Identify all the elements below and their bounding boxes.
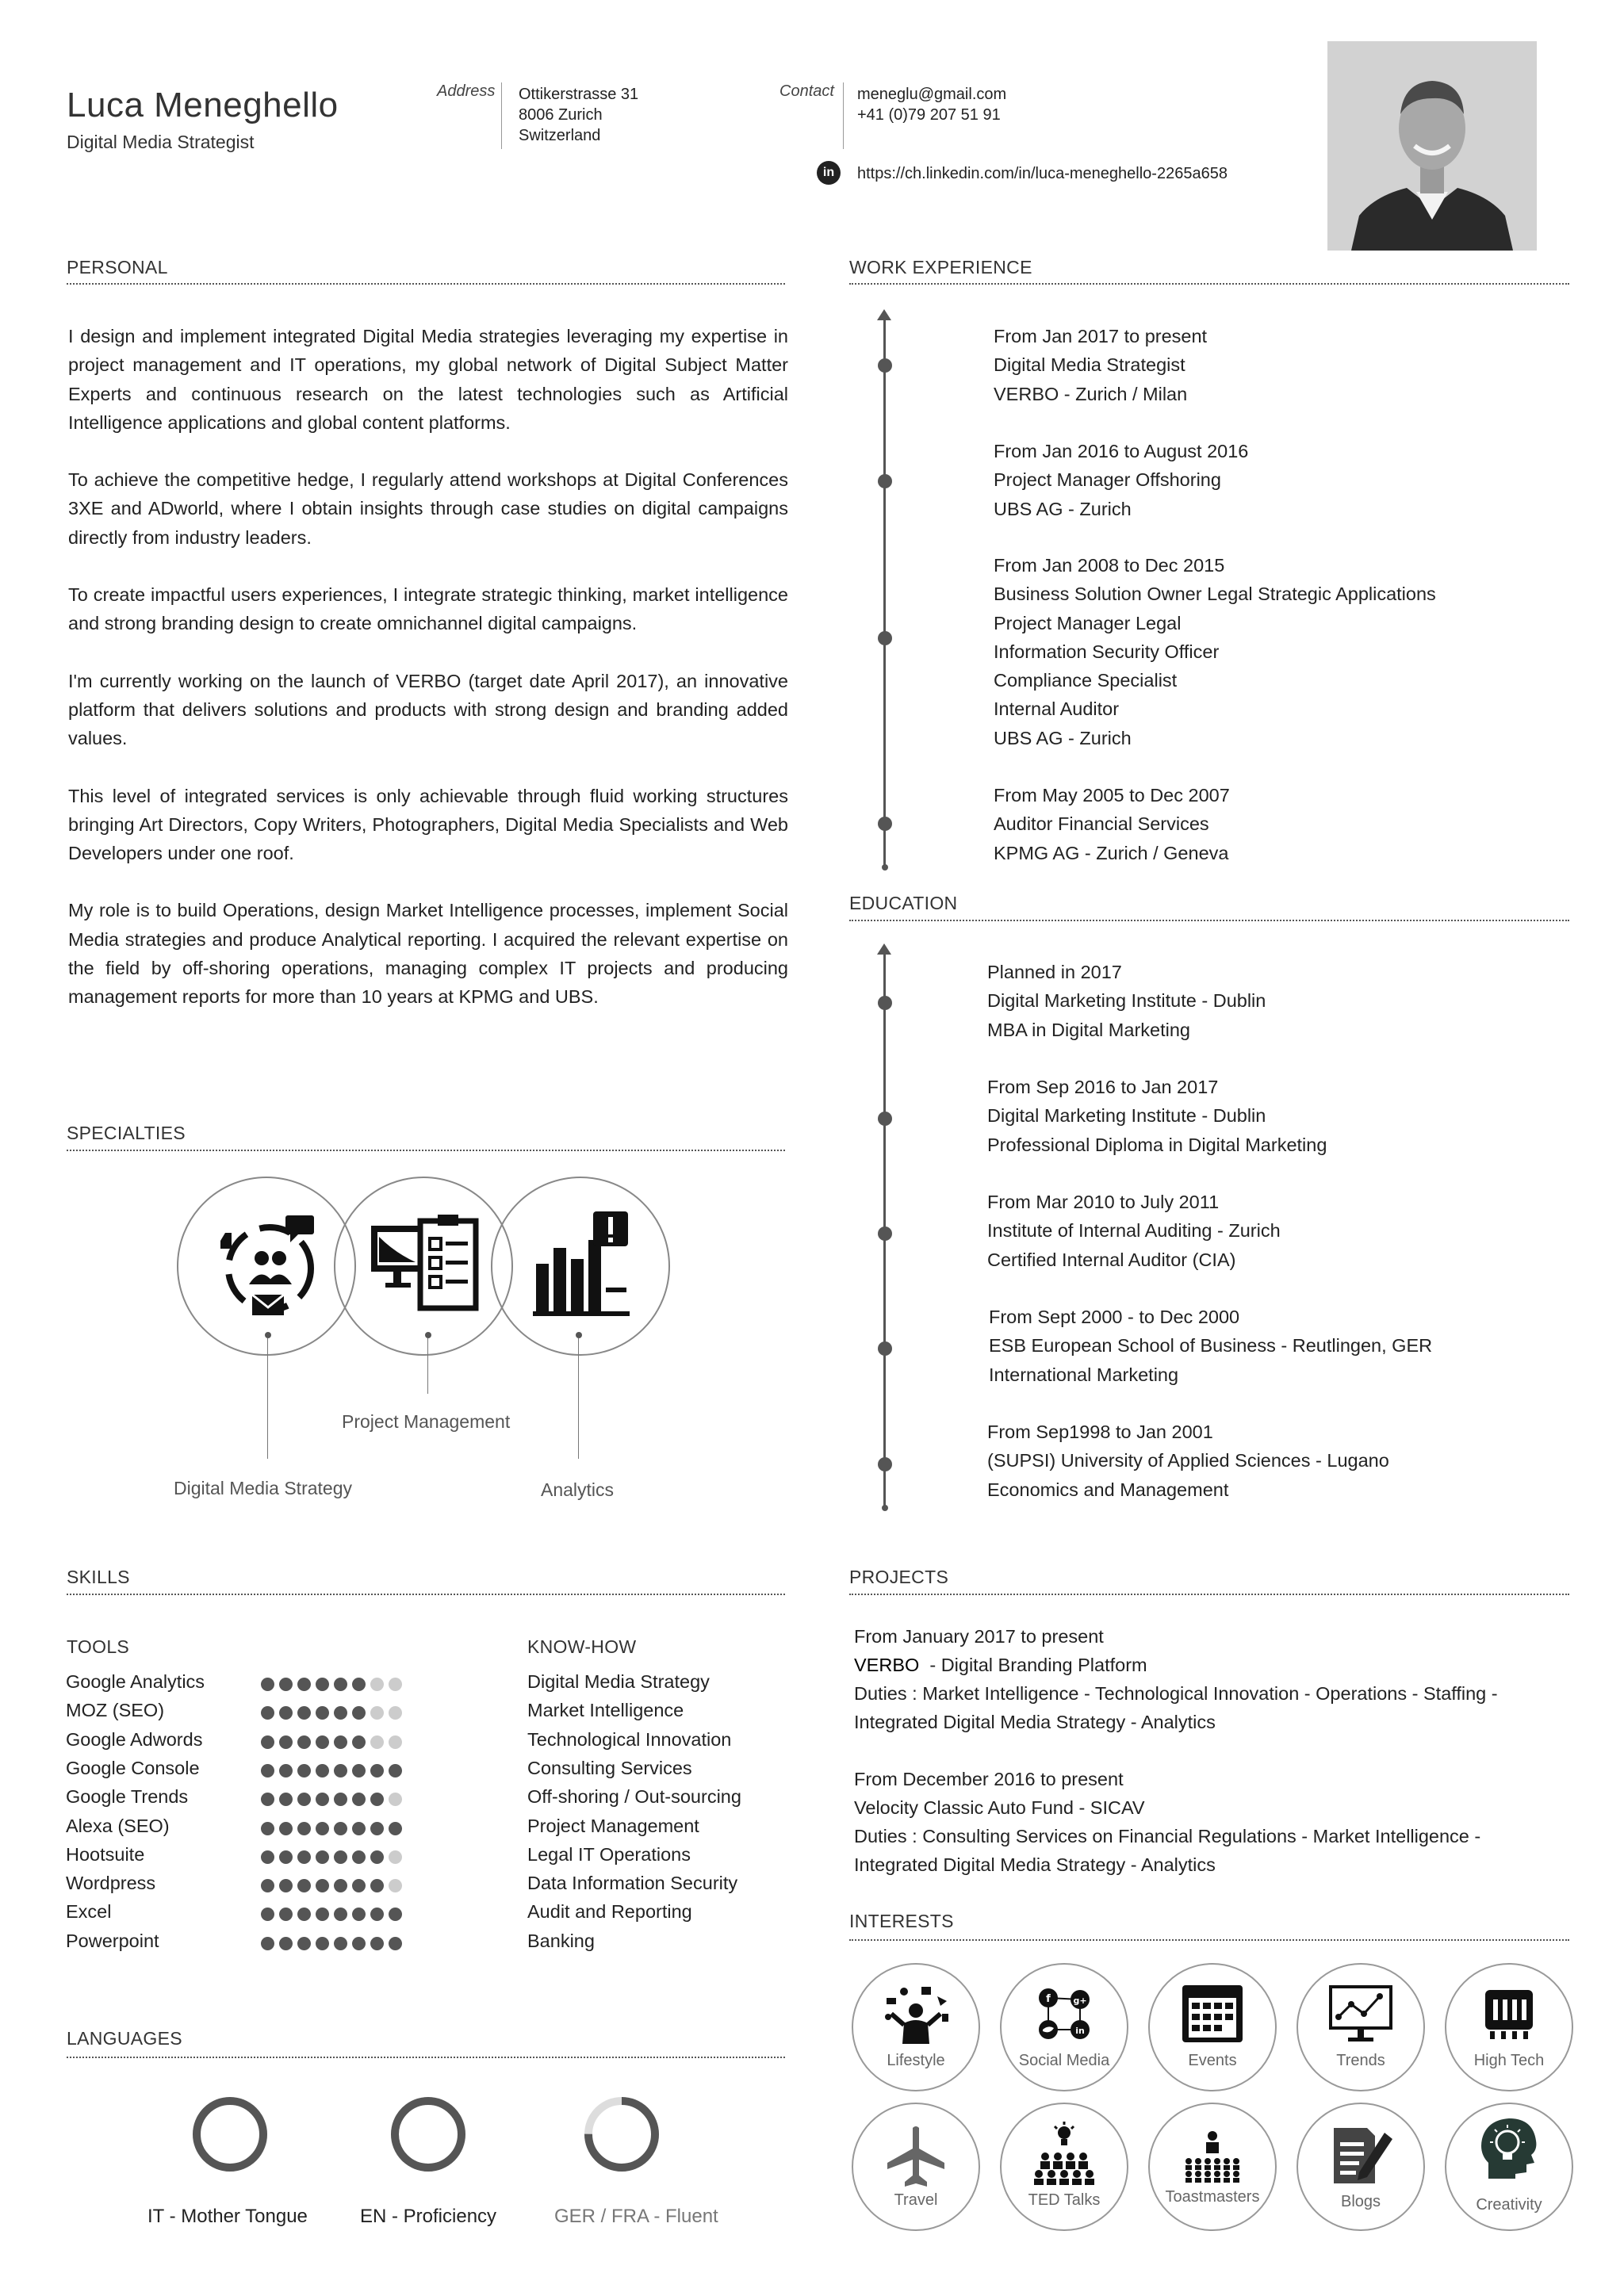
work-position: Business Solution Owner Legal Strategic Applications xyxy=(994,584,1436,605)
work-employer: UBS AG - Zurich xyxy=(994,727,1132,748)
tool-name: Google Console xyxy=(66,1757,200,1778)
timeline-arrow xyxy=(877,309,891,320)
rating-dot xyxy=(370,1879,384,1892)
education-school: Digital Marketing Institute - Dublin xyxy=(987,990,1266,1012)
work-position: Project Manager Legal xyxy=(994,612,1182,633)
section-divider xyxy=(67,2057,785,2058)
rating-dot xyxy=(279,1937,293,1950)
education-entry xyxy=(987,1188,1281,1274)
skill-rating xyxy=(261,1764,402,1777)
pointer-dot xyxy=(425,1332,431,1338)
linkedin-link[interactable]: https://ch.linkedin.com/in/luca-meneghello-2265a658 xyxy=(857,165,1228,182)
rating-dot xyxy=(316,1879,329,1892)
project-management-icon xyxy=(371,1213,482,1316)
knowhow-item: Project Management xyxy=(527,1815,699,1836)
rating-dot xyxy=(370,1735,384,1749)
interest-label: Lifestyle xyxy=(887,2052,945,2069)
education-period: From Mar 2010 to July 2011 xyxy=(987,1192,1220,1212)
language-ring-fill xyxy=(197,2101,263,2168)
skill-rating xyxy=(261,1793,402,1806)
timeline-arrow xyxy=(877,943,891,955)
project-duties: Duties : Consulting Services on Financial Regulations - Market Intelligence - xyxy=(854,1826,1481,1846)
section-divider xyxy=(849,1939,1569,1941)
timeline-dot xyxy=(878,1457,892,1471)
rating-dot xyxy=(261,1706,274,1720)
rating-dot xyxy=(297,1678,311,1691)
work-employer: UBS AG - Zurich xyxy=(994,498,1132,519)
rating-dot xyxy=(297,1706,311,1720)
section-divider xyxy=(67,1594,785,1595)
work-period: From Jan 2017 to present xyxy=(994,326,1208,346)
work-timeline-axis xyxy=(883,320,886,867)
rating-dot xyxy=(370,1850,384,1864)
address-line: Switzerland xyxy=(519,127,601,144)
education-period: From Sep 2016 to Jan 2017 xyxy=(987,1077,1219,1097)
language-rings xyxy=(0,2085,793,2188)
education-degree: Certified Internal Auditor (CIA) xyxy=(987,1249,1236,1270)
timeline-end xyxy=(882,864,888,871)
specialty-label: Analytics xyxy=(541,1479,615,1500)
rating-dot xyxy=(352,1822,366,1835)
interest-label: Trends xyxy=(1336,2052,1385,2069)
project-entry xyxy=(854,1765,1480,1879)
section-title-specialties: SPECIALTIES xyxy=(67,1123,186,1143)
rating-dot xyxy=(334,1822,347,1835)
rating-dot xyxy=(261,1764,274,1777)
social-media-icon xyxy=(1032,1982,1096,2045)
timeline-dot xyxy=(878,996,892,1010)
section-title-education: EDUCATION xyxy=(849,893,958,913)
project-period: From January 2017 to present xyxy=(854,1626,1104,1647)
rating-dot xyxy=(334,1706,347,1720)
rating-dot xyxy=(279,1879,293,1892)
tool-name: Wordpress xyxy=(66,1873,156,1894)
pointer-line xyxy=(578,1338,579,1459)
interest-high-tech xyxy=(1445,1963,1573,2091)
address-label: Address xyxy=(437,82,496,100)
rating-dot xyxy=(279,1793,293,1806)
rating-dot xyxy=(370,1706,384,1720)
digital-strategy-icon xyxy=(214,1209,325,1320)
rating-dot xyxy=(297,1937,311,1950)
tool-name: Google Trends xyxy=(66,1786,189,1808)
interest-creativity xyxy=(1445,2103,1573,2231)
rating-dot xyxy=(334,1735,347,1749)
work-entry xyxy=(994,551,1436,752)
interest-ted-talks xyxy=(1000,2103,1128,2231)
work-period: From May 2005 to Dec 2007 xyxy=(994,785,1230,806)
tool-name: Excel xyxy=(66,1901,112,1923)
work-position: Internal Auditor xyxy=(994,698,1120,720)
education-school: Digital Marketing Institute - Dublin xyxy=(987,1105,1266,1127)
analytics-icon xyxy=(530,1208,641,1319)
education-school: ESB European School of Business - Reutlingen, GER xyxy=(989,1335,1433,1357)
summary-paragraph: This level of integrated services is only achievable through fluid working structures bringing Art Directors, Copy Writers, Photographers, Digital Media Specialists and Web Developers under one roof. xyxy=(68,785,788,864)
rating-dot xyxy=(261,1793,274,1806)
airplane-icon xyxy=(884,2125,948,2188)
language-label: GER / FRA - Fluent xyxy=(554,2206,718,2227)
rating-dot xyxy=(352,1735,366,1749)
rating-dot xyxy=(370,1764,384,1777)
rating-dot xyxy=(352,1706,366,1720)
work-entry xyxy=(994,437,1248,523)
project-name: Velocity Classic Auto Fund - SICAV xyxy=(854,1797,1145,1818)
tools-title: TOOLS xyxy=(67,1636,130,1657)
project-description: - Digital Branding Platform xyxy=(919,1655,1147,1675)
work-entry xyxy=(994,322,1207,408)
education-entry xyxy=(987,1418,1389,1504)
rating-dot xyxy=(370,1937,384,1950)
interest-label: Creativity xyxy=(1476,2196,1542,2214)
tool-name: Hootsuite xyxy=(66,1843,145,1865)
rating-dot xyxy=(279,1850,293,1864)
rating-dot xyxy=(279,1706,293,1720)
rating-dot xyxy=(389,1793,402,1806)
calendar-icon xyxy=(1181,1982,1244,2045)
section-title-personal: PERSONAL xyxy=(67,257,168,277)
rating-dot xyxy=(370,1908,384,1921)
skill-rating xyxy=(261,1879,402,1892)
knowhow-item: Technological Innovation xyxy=(527,1728,732,1750)
rating-dot xyxy=(261,1850,274,1864)
contact-label: Contact xyxy=(779,82,834,100)
project-duties: Duties : Market Intelligence - Technological Innovation - Operations - Staffing - xyxy=(854,1683,1498,1704)
rating-dot xyxy=(297,1764,311,1777)
rating-dot xyxy=(316,1822,329,1835)
timeline-end xyxy=(882,1505,888,1511)
brain-bulb-icon xyxy=(1476,2115,1542,2182)
rating-dot xyxy=(279,1908,293,1921)
rating-dot xyxy=(316,1850,329,1864)
section-title-projects: PROJECTS xyxy=(849,1567,949,1587)
rating-dot xyxy=(389,1879,402,1892)
education-period: From Sept 2000 - to Dec 2000 xyxy=(989,1307,1240,1327)
rating-dot xyxy=(261,1822,274,1835)
section-title-skills: SKILLS xyxy=(67,1567,130,1587)
rating-dot xyxy=(352,1879,366,1892)
rating-dot xyxy=(389,1678,402,1691)
rating-dot xyxy=(316,1908,329,1921)
section-divider xyxy=(849,1594,1569,1595)
interest-label: TED Talks xyxy=(1028,2191,1101,2209)
summary-paragraph: To achieve the competitive hedge, I regularly attend workshops at Digital Conferences 3XE and ADworld, where I obtain insights through case studies on digital campaigns directly from industry leaders. xyxy=(68,469,788,548)
interest-label: Toastmasters xyxy=(1165,2188,1260,2206)
education-entry xyxy=(989,1303,1432,1389)
chip-icon xyxy=(1477,1982,1541,2045)
work-position: Auditor Financial Services xyxy=(994,813,1209,835)
timeline-dot xyxy=(878,1112,892,1126)
project-period: From December 2016 to present xyxy=(854,1769,1124,1789)
skill-rating xyxy=(261,1678,402,1691)
interest-lifestyle xyxy=(852,1963,980,2091)
knowhow-title: KNOW-HOW xyxy=(527,1636,637,1657)
education-degree: Economics and Management xyxy=(987,1479,1229,1500)
rating-dot xyxy=(389,1706,402,1720)
rating-dot xyxy=(370,1678,384,1691)
rating-dot xyxy=(297,1850,311,1864)
lifestyle-icon xyxy=(880,1982,952,2045)
section-divider xyxy=(67,283,785,285)
svg-text:g+: g+ xyxy=(1073,1996,1087,2006)
timeline-dot xyxy=(878,631,892,645)
project-entry xyxy=(854,1622,1498,1736)
rating-dot xyxy=(389,1850,402,1864)
knowhow-item: Off-shoring / Out-sourcing xyxy=(527,1786,741,1808)
rating-dot xyxy=(316,1706,329,1720)
education-degree: International Marketing xyxy=(989,1364,1179,1385)
summary-paragraph: To create impactful users experiences, I integrate strategic thinking, market intelligence and strong branding design to create omnichannel digital campaigns. xyxy=(68,584,788,634)
address-divider xyxy=(501,82,502,149)
tool-name: Google Analytics xyxy=(66,1671,205,1692)
work-employer: VERBO - Zurich / Milan xyxy=(994,383,1188,404)
summary-paragraph: I design and implement integrated Digital Media strategies leveraging my expertise in project management and IT operations, my global network of Digital Subject Matter Experts and continuous research on the latest technologies such as Artificial Intelligence applications and global content platforms. xyxy=(68,326,788,433)
interest-social-media xyxy=(1000,1963,1128,2091)
rating-dot xyxy=(316,1678,329,1691)
rating-dot xyxy=(334,1678,347,1691)
interest-label: High Tech xyxy=(1473,2052,1545,2069)
rating-dot xyxy=(297,1793,311,1806)
education-period: From Sep1998 to Jan 2001 xyxy=(987,1422,1213,1442)
rating-dot xyxy=(352,1678,366,1691)
skill-rating xyxy=(261,1850,402,1864)
interest-trends xyxy=(1297,1963,1425,2091)
skill-rating xyxy=(261,1908,402,1921)
pointer-dot xyxy=(265,1332,271,1338)
work-position: Project Manager Offshoring xyxy=(994,469,1221,491)
work-position: Compliance Specialist xyxy=(994,670,1178,691)
rating-dot xyxy=(334,1937,347,1950)
rating-dot xyxy=(352,1937,366,1950)
rating-dot xyxy=(279,1764,293,1777)
rating-dot xyxy=(389,1735,402,1749)
address-line: 8006 Zurich xyxy=(519,106,603,124)
timeline-dot xyxy=(878,817,892,831)
interest-blogs xyxy=(1297,2103,1425,2231)
knowhow-item: Data Information Security xyxy=(527,1873,738,1894)
rating-dot xyxy=(261,1678,274,1691)
project-duties: Integrated Digital Media Strategy - Analytics xyxy=(854,1854,1216,1875)
work-entry xyxy=(994,781,1230,867)
rating-dot xyxy=(389,1764,402,1777)
work-employer: KPMG AG - Zurich / Geneva xyxy=(994,842,1229,863)
pointer-line xyxy=(427,1338,428,1394)
rating-dot xyxy=(370,1822,384,1835)
knowhow-item: Consulting Services xyxy=(527,1757,692,1778)
education-period: Planned in 2017 xyxy=(987,962,1122,982)
language-label: IT - Mother Tongue xyxy=(147,2206,308,2227)
contact-block xyxy=(857,84,1006,125)
pointer-dot xyxy=(576,1332,582,1338)
rating-dot xyxy=(316,1764,329,1777)
rating-dot xyxy=(334,1793,347,1806)
education-degree: Professional Diploma in Digital Marketing xyxy=(987,1134,1327,1155)
project-name: VERBO xyxy=(854,1655,920,1675)
work-position: Information Security Officer xyxy=(994,641,1220,662)
summary-paragraph: I'm currently working on the launch of VERBO (target date April 2017), an innovative platform that delivers solutions and products with strong design and branding added values. xyxy=(68,670,788,749)
address-line: Ottikerstrasse 31 xyxy=(519,86,639,103)
rating-dot xyxy=(389,1822,402,1835)
rating-dot xyxy=(316,1793,329,1806)
profile-photo xyxy=(1327,41,1537,251)
personal-summary xyxy=(68,322,788,1040)
rating-dot xyxy=(334,1879,347,1892)
rating-dot xyxy=(297,1822,311,1835)
knowhow-item: Digital Media Strategy xyxy=(527,1671,710,1692)
tool-name: Google Adwords xyxy=(66,1728,203,1750)
interest-label: Travel xyxy=(894,2191,938,2209)
section-divider xyxy=(849,283,1569,285)
rating-dot xyxy=(261,1879,274,1892)
rating-dot xyxy=(261,1908,274,1921)
interest-label: Social Media xyxy=(1018,2052,1110,2069)
rating-dot xyxy=(389,1937,402,1950)
summary-paragraph: My role is to build Operations, design Market Intelligence processes, implement Social Media strategies and produce Analytical reporting. I acquired the relevant expertise on the field by off-shoring operations, managing complex IT projects and producing management reports for more than 10 years at KPMG and UBS. xyxy=(68,900,788,1008)
project-duties: Integrated Digital Media Strategy - Analytics xyxy=(854,1712,1216,1732)
education-entry xyxy=(987,1073,1327,1159)
address-block xyxy=(519,84,638,146)
svg-text:f: f xyxy=(1046,1993,1051,2005)
rating-dot xyxy=(297,1879,311,1892)
candidate-role: Digital Media Strategist xyxy=(67,132,255,152)
speaker-icon xyxy=(1179,2122,1246,2185)
section-divider xyxy=(67,1150,785,1151)
rating-dot xyxy=(316,1735,329,1749)
specialty-label: Digital Media Strategy xyxy=(174,1478,352,1498)
knowhow-item: Legal IT Operations xyxy=(527,1843,691,1865)
timeline-dot xyxy=(878,474,892,488)
rating-dot xyxy=(352,1793,366,1806)
knowhow-item: Banking xyxy=(527,1930,595,1951)
contact-divider xyxy=(843,82,844,149)
phone-number: +41 (0)79 207 51 91 xyxy=(857,106,1001,124)
rating-dot xyxy=(297,1908,311,1921)
interest-toastmasters xyxy=(1148,2103,1277,2231)
interest-label: Blogs xyxy=(1340,2193,1381,2210)
language-ring-fill xyxy=(395,2101,462,2168)
rating-dot xyxy=(352,1908,366,1921)
timeline-dot xyxy=(878,1341,892,1356)
timeline-dot xyxy=(878,358,892,373)
rating-dot xyxy=(334,1764,347,1777)
language-label: EN - Proficiency xyxy=(360,2206,497,2227)
education-entry xyxy=(987,958,1266,1044)
education-degree: MBA in Digital Marketing xyxy=(987,1019,1190,1040)
linkedin-icon[interactable]: in xyxy=(817,161,841,185)
interest-label: Events xyxy=(1188,2052,1237,2069)
pointer-line xyxy=(267,1338,268,1459)
email-link[interactable]: meneglu@gmail.com xyxy=(857,86,1007,103)
svg-text:in: in xyxy=(1075,2026,1085,2036)
rating-dot xyxy=(297,1735,311,1749)
rating-dot xyxy=(279,1678,293,1691)
rating-dot xyxy=(370,1793,384,1806)
rating-dot xyxy=(334,1908,347,1921)
skill-rating xyxy=(261,1937,402,1950)
section-title-interests: INTERESTS xyxy=(849,1911,954,1931)
skill-rating xyxy=(261,1822,402,1835)
rating-dot xyxy=(261,1937,274,1950)
work-period: From Jan 2016 to August 2016 xyxy=(994,441,1249,461)
rating-dot xyxy=(261,1735,274,1749)
rating-dot xyxy=(334,1850,347,1864)
interest-events xyxy=(1148,1963,1277,2091)
education-school: Institute of Internal Auditing - Zurich xyxy=(987,1220,1281,1242)
rating-dot xyxy=(316,1937,329,1950)
rating-dot xyxy=(352,1764,366,1777)
rating-dot xyxy=(279,1735,293,1749)
specialty-label: Project Management xyxy=(342,1411,511,1432)
candidate-name: Luca Meneghello xyxy=(67,86,339,124)
work-period: From Jan 2008 to Dec 2015 xyxy=(994,555,1225,576)
section-divider xyxy=(849,920,1569,921)
rating-dot xyxy=(389,1908,402,1921)
timeline-dot xyxy=(878,1226,892,1241)
tool-name: Powerpoint xyxy=(66,1930,159,1951)
trend-chart-icon xyxy=(1327,1982,1394,2045)
section-title-languages: LANGUAGES xyxy=(67,2028,182,2049)
skill-rating xyxy=(261,1735,402,1749)
knowhow-item: Audit and Reporting xyxy=(527,1901,692,1923)
rating-dot xyxy=(352,1850,366,1864)
section-title-work-experience: WORK EXPERIENCE xyxy=(849,257,1032,277)
blog-pen-icon xyxy=(1327,2122,1394,2188)
skill-rating xyxy=(261,1706,402,1720)
rating-dot xyxy=(279,1822,293,1835)
work-position: Digital Media Strategist xyxy=(994,354,1185,376)
knowhow-item: Market Intelligence xyxy=(527,1700,684,1721)
interest-travel xyxy=(852,2103,980,2231)
tool-name: Alexa (SEO) xyxy=(66,1815,170,1836)
audience-icon xyxy=(1031,2122,1097,2185)
tool-name: MOZ (SEO) xyxy=(66,1700,165,1721)
education-school: (SUPSI) University of Applied Sciences - Lugano xyxy=(987,1450,1389,1471)
